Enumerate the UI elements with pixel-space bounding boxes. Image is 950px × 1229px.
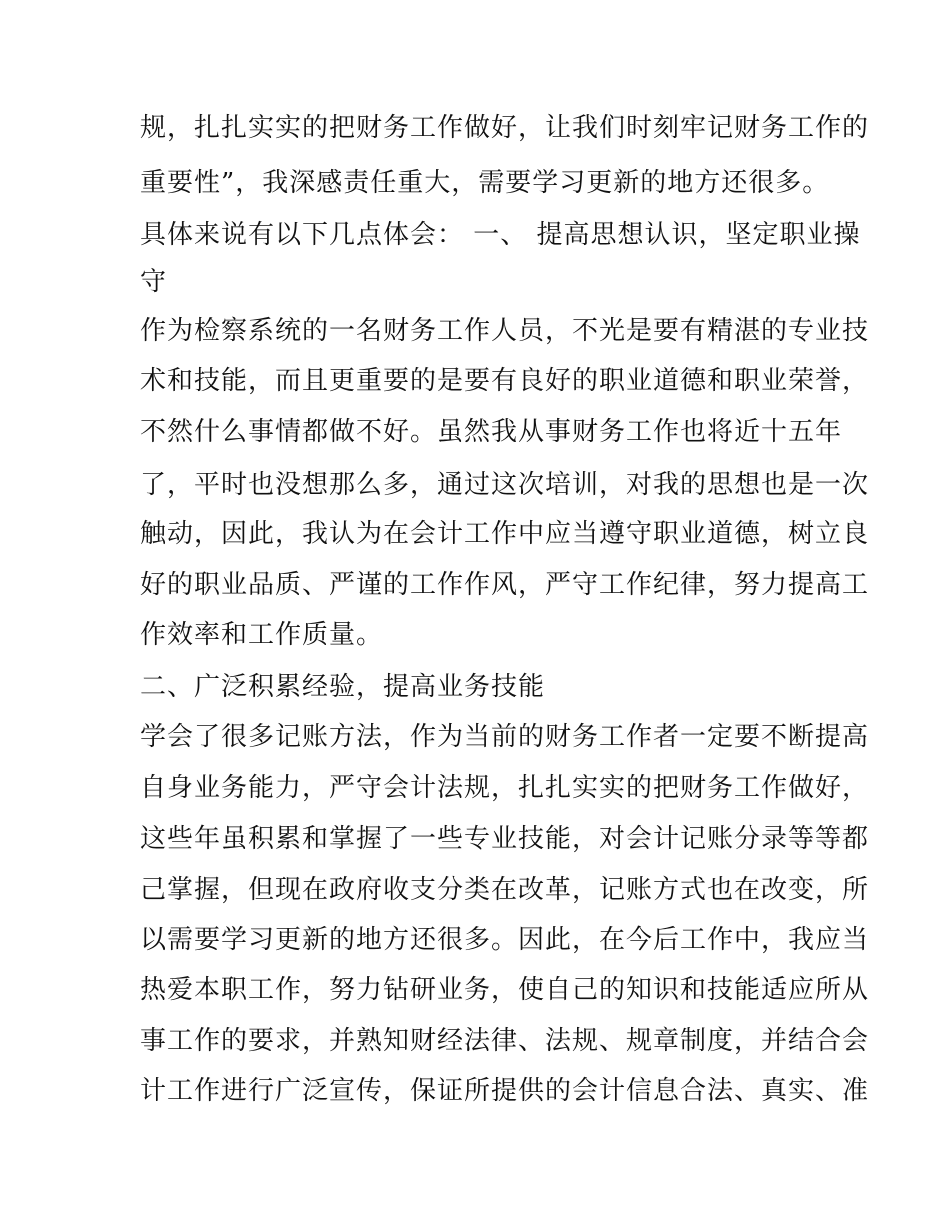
text-line: 以需要学习更新的地方还很多。因此，在今后工作中，我应当 xyxy=(140,925,870,955)
text-line: 重要性”，我深感责任重大，需要学习更新的地方还很多。 xyxy=(140,168,830,198)
text-line: 自身业务能力，严守会计法规，扎扎实实的把财务工作做好， xyxy=(140,773,870,803)
text-line: 了，平时也没想那么多，通过这次培训，对我的思想也是一次 xyxy=(140,470,870,500)
text-line: 作为检察系统的一名财务工作人员，不光是要有精湛的专业技 xyxy=(140,316,870,346)
text-line: 己掌握，但现在政府收支分类在改革，记账方式也在改变，所 xyxy=(140,875,870,905)
text-line: 不然什么事情都做不好。虽然我从事财务工作也将近十五年 xyxy=(140,417,843,447)
text-line: 这些年虽积累和掌握了一些专业技能，对会计记账分录等等都 xyxy=(140,824,870,854)
text-line: 热爱本职工作，努力钻研业务，使自己的知识和技能适应所从 xyxy=(140,975,870,1005)
text-line: 术和技能，而且更重要的是要有良好的职业道德和职业荣誉， xyxy=(140,366,870,396)
text-line: 守 xyxy=(140,267,168,297)
text-line: 触动，因此，我认为在会计工作中应当遵守职业道德，树立良 xyxy=(140,519,870,549)
text-line: 学会了很多记账方法，作为当前的财务工作者一定要不断提高 xyxy=(140,722,870,752)
text-line: 事工作的要求，并熟知财经法律、法规、规章制度，并结合会 xyxy=(140,1026,870,1056)
text-line: 好的职业品质、严谨的工作作风，严守工作纪律，努力提高工 xyxy=(140,570,870,600)
text-line: 规，扎扎实实的把财务工作做好，让我们时刻牢记财务工作的 xyxy=(140,113,870,143)
text-line: 作效率和工作质量。 xyxy=(140,620,384,650)
text-line: 计工作进行广泛宣传，保证所提供的会计信息合法、真实、准 xyxy=(140,1076,870,1106)
text-line: 具体来说有以下几点体会： 一、 提高思想认识，坚定职业操 xyxy=(140,220,861,250)
section-heading: 二、广泛积累经验，提高业务技能 xyxy=(140,672,546,702)
